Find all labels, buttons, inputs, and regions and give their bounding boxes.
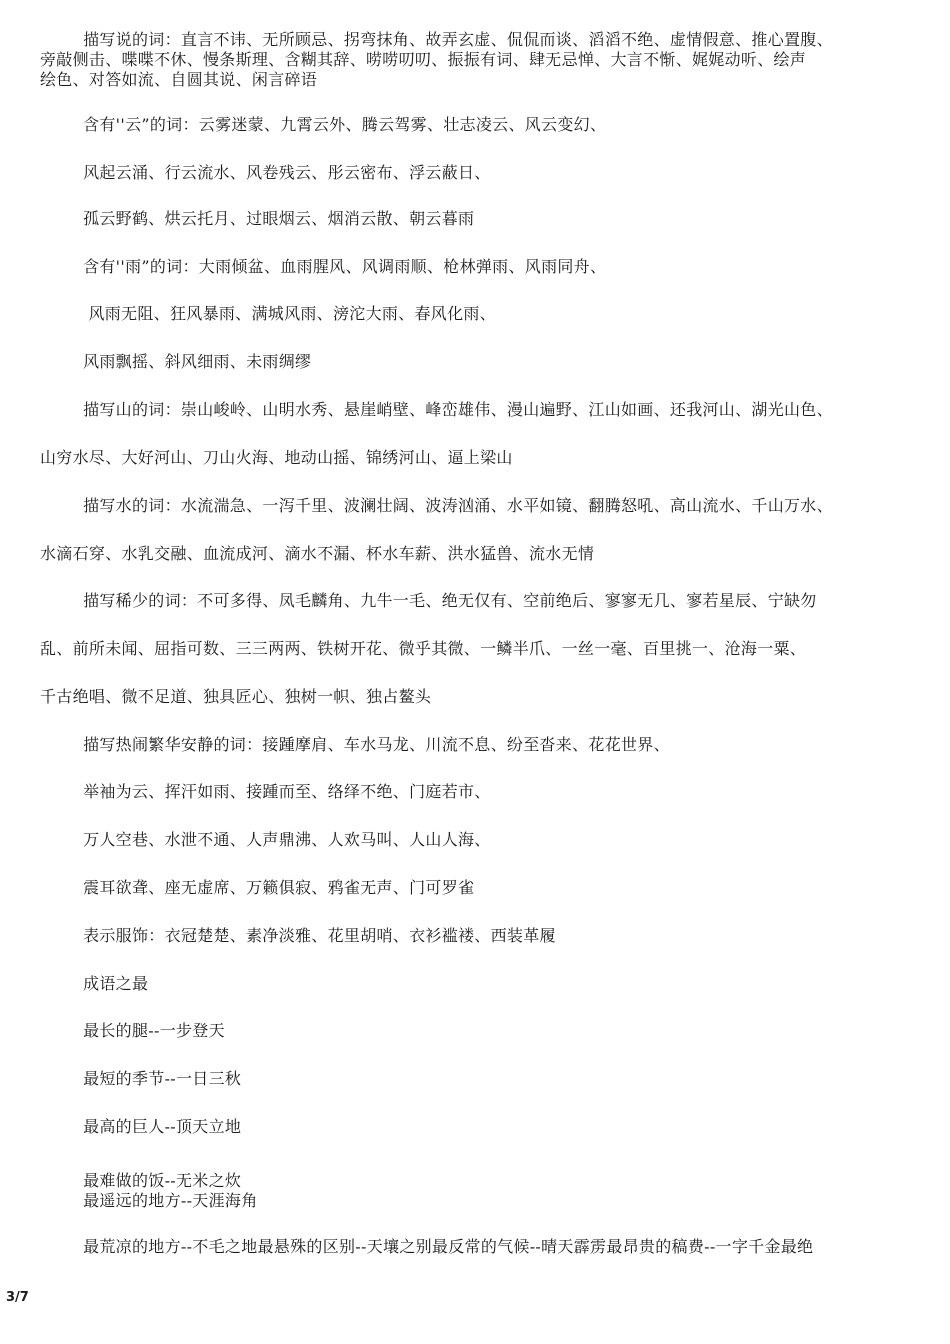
text-line: 描写稀少的词：不可多得、凤毛麟角、九牛一毛、绝无仅有、空前绝后、寥寥无几、寥若星辰、宁缺勿 xyxy=(40,591,817,610)
text-line: 最遥远的地方--天涯海角 xyxy=(40,1191,258,1210)
page-number: 3/7 xyxy=(6,1290,29,1305)
text-line: 风雨飘摇、斜风细雨、未雨绸缪 xyxy=(40,352,312,371)
text-line: 乱、前所未闻、屈指可数、三三两两、铁树开花、微乎其微、一鳞半爪、一丝一毫、百里挑一、沧海一粟、 xyxy=(40,639,807,658)
text-line: 描写山的词：崇山峻岭、山明水秀、悬崖峭壁、峰峦雄伟、漫山遍野、江山如画、还我河山、湖光山色、 xyxy=(40,400,833,419)
text-line: 风雨无阻、狂风暴雨、满城风雨、滂沱大雨、春风化雨、 xyxy=(40,304,496,323)
text-line: 表示服饰：衣冠楚楚、素净淡雅、花里胡哨、衣衫褴褛、西装革履 xyxy=(40,926,556,945)
text-line: 描写说的词：直言不讳、无所顾忌、拐弯抹角、故弄玄虚、侃侃而谈、滔滔不绝、虚情假意、推心置腹、 xyxy=(40,30,833,49)
text-line: 震耳欲聋、座无虚席、万籁俱寂、鸦雀无声、门可罗雀 xyxy=(40,878,475,897)
text-line: 含有''云”的词：云雾迷蒙、九霄云外、腾云驾雾、壮志凌云、风云变幻、 xyxy=(40,115,607,134)
text-line: 最长的腿--一步登天 xyxy=(40,1021,225,1040)
text-line: 绘色、对答如流、自圆其说、闲言碎语 xyxy=(40,70,318,89)
text-line: 描写水的词：水流湍急、一泻千里、波澜壮阔、波涛汹涌、水平如镜、翻腾怒吼、高山流水、千山万水、 xyxy=(40,496,833,515)
text-line: 最难做的饭--无米之炊 xyxy=(40,1171,242,1190)
text-line: 成语之最 xyxy=(40,974,149,993)
text-line: 孤云野鹤、烘云托月、过眼烟云、烟消云散、朝云暮雨 xyxy=(40,209,475,228)
text-line: 风起云涌、行云流水、风卷残云、彤云密布、浮云蔽日、 xyxy=(40,163,491,182)
text-line: 旁敲侧击、喋喋不休、慢条斯理、含糊其辞、唠唠叨叨、振振有词、肆无忌惮、大言不惭、娓娓动听、绘声 xyxy=(40,50,807,69)
text-line: 水滴石穿、水乳交融、血流成河、滴水不漏、杯水车薪、洪水猛兽、流水无情 xyxy=(40,544,595,563)
text-line: 山穷水尽、大好河山、刀山火海、地动山摇、锦绣河山、逼上梁山 xyxy=(40,448,513,467)
text-line: 描写热闹繁华安静的词：接踵摩肩、车水马龙、川流不息、纷至沓来、花花世界、 xyxy=(40,735,670,754)
text-line: 含有''雨”的词：大雨倾盆、血雨腥风、风调雨顺、枪林弹雨、风雨同舟、 xyxy=(40,257,607,276)
text-line: 千古绝唱、微不足道、独具匠心、独树一帜、独占鳌头 xyxy=(40,687,432,706)
text-line: 举袖为云、挥汗如雨、接踵而至、络绎不绝、门庭若市、 xyxy=(40,782,491,801)
text-line: 万人空巷、水泄不通、人声鼎沸、人欢马叫、人山人海、 xyxy=(40,830,491,849)
text-line: 最短的季节--一日三秋 xyxy=(40,1069,242,1088)
text-line: 最荒凉的地方--不毛之地最悬殊的区别--天壤之别最反常的气候--晴天霹雳最昂贵的稿费--一字千金最绝 xyxy=(40,1237,814,1256)
text-line: 最高的巨人--顶天立地 xyxy=(40,1117,242,1136)
